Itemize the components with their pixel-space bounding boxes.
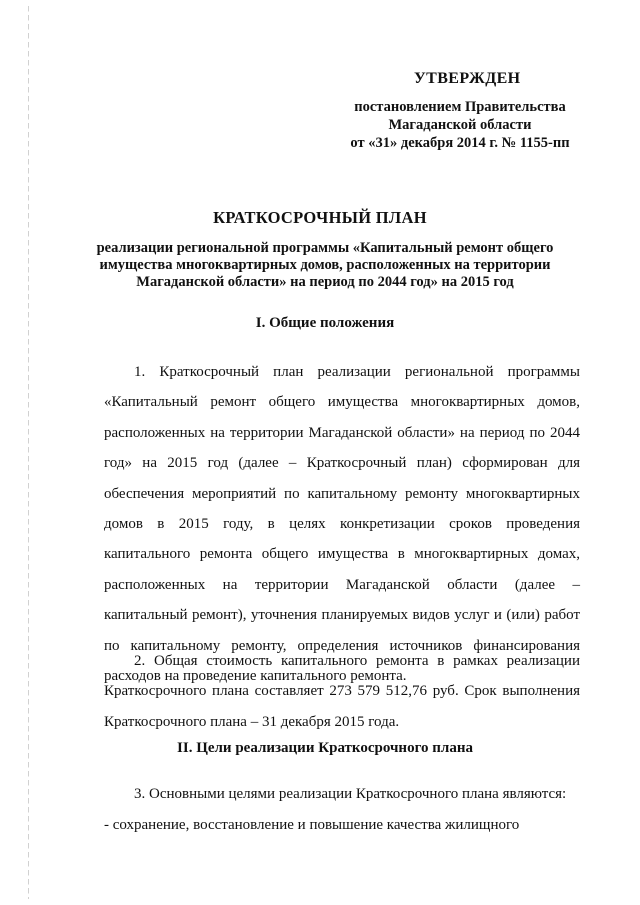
scan-edge-line	[28, 6, 29, 899]
approval-title: УТВЕРЖДЕН	[414, 70, 521, 87]
section-2-paragraph-1: 3. Основными целями реализации Краткосрочного плана являются:	[134, 786, 567, 802]
section-1-paragraph-2: 2. Общая стоимость капитального ремонта в рамках реализации Краткосрочного плана составляет 273 579 512,76 руб. Срок выполнения Краткосрочного плана – 31 декабря 2015 года.	[104, 653, 580, 730]
section-1-paragraph-1: 1. Краткосрочный план реализации региональной программы «Капитальный ремонт общего имущества многоквартирных домов, расположенных на территории Магаданской области» на период по 2044 год» на 2015 год (далее – Краткосрочный план) сформирован для обеспечения мероприятий по капитальному ремонту многоквартирных домов в 2015 году, в целях конкретизации сроков проведения капитального ремонта общего имущества в многоквартирных домах, расположенных на территории Магаданской области (далее – капитальный ремонт), уточнения планируемых видов услуг и (или) работ по капитальному ремонту, определения источников финансирования расходов на проведение капитального ремонта.	[104, 364, 580, 685]
approval-line-1: постановлением Правительства	[354, 99, 566, 115]
document-title: КРАТКОСРОЧНЫЙ ПЛАН	[213, 208, 427, 227]
approval-line-3: от «31» декабря 2014 г. № 1155-пп	[350, 135, 570, 151]
approval-line-2: Магаданской области	[388, 117, 532, 133]
section-2-heading: II. Цели реализации Краткосрочного плана	[177, 740, 473, 756]
document-subtitle: реализации региональной программы «Капитальный ремонт общего имущества многоквартирных домов, расположенных на территории Магаданской области» на период по 2044 год» на 2015 год	[96, 240, 554, 290]
section-2-paragraph-2: - сохранение, восстановление и повышение качества жилищного	[104, 817, 520, 833]
section-1-heading: I. Общие положения	[255, 315, 395, 331]
